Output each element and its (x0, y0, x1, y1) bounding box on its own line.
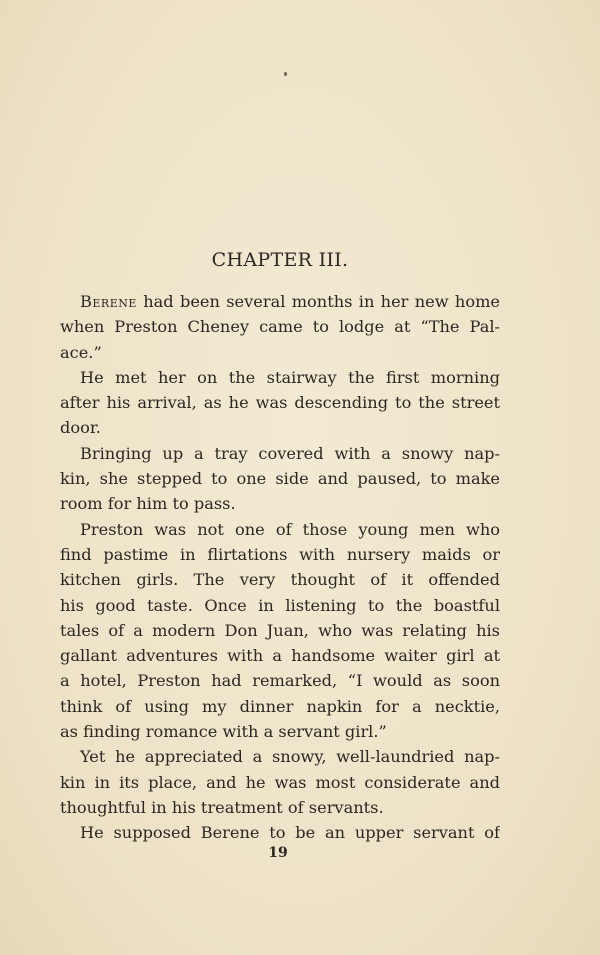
text-line: find pastime in flirtations with nursery maids or (60, 544, 500, 564)
paragraph (60, 289, 500, 365)
paragraph (60, 365, 500, 441)
paper-speck (284, 72, 287, 76)
text-line: after his arrival, as he was descending to the street (60, 393, 500, 413)
text-line: door. (60, 418, 101, 438)
text-line: thoughtful in his treatment of servants. (60, 797, 384, 817)
text-line: He met her on the stairway the first morning (80, 367, 500, 387)
text-line: kin, she stepped to one side and paused, to make (60, 469, 500, 489)
text-line: room for him to pass. (60, 494, 236, 514)
text-line: his good taste. Once in listening to the boastful (60, 595, 500, 615)
text-line: ace.” (60, 342, 102, 362)
text-line: tales of a modern Don Juan, who was relating his (60, 620, 500, 640)
page-number: 19 (268, 845, 288, 861)
text-line: kin in its place, and he was most considerate and (60, 772, 500, 792)
small-caps-lead: Berene (80, 292, 137, 311)
text-line: Bringing up a tray covered with a snowy nap- (80, 443, 500, 463)
text-line: gallant adventures with a handsome waiter girl at (60, 646, 500, 666)
text-line: Yet he appreciated a snowy, well-laundried nap- (80, 747, 500, 767)
text-line: He supposed Berene to be an upper servant of (80, 823, 500, 843)
text-line: as finding romance with a servant girl.” (60, 722, 387, 742)
text-line: kitchen girls. The very thought of it offended (60, 570, 500, 590)
line-text: had been several months in her new home (136, 292, 500, 311)
text-line: think of using my dinner napkin for a necktie, (60, 696, 500, 716)
text-line: a hotel, Preston had remarked, “I would as soon (60, 671, 500, 691)
text-line: when Preston Cheney came to lodge at “The Pal- (60, 317, 500, 337)
text-line: Preston was not one of those young men who (80, 519, 500, 539)
chapter-heading: CHAPTER III. (211, 249, 349, 271)
paragraph (60, 517, 500, 745)
body-text (60, 289, 500, 846)
paragraph (60, 441, 500, 517)
text-line (60, 289, 500, 314)
paragraph (60, 820, 500, 845)
paragraph (60, 744, 500, 820)
